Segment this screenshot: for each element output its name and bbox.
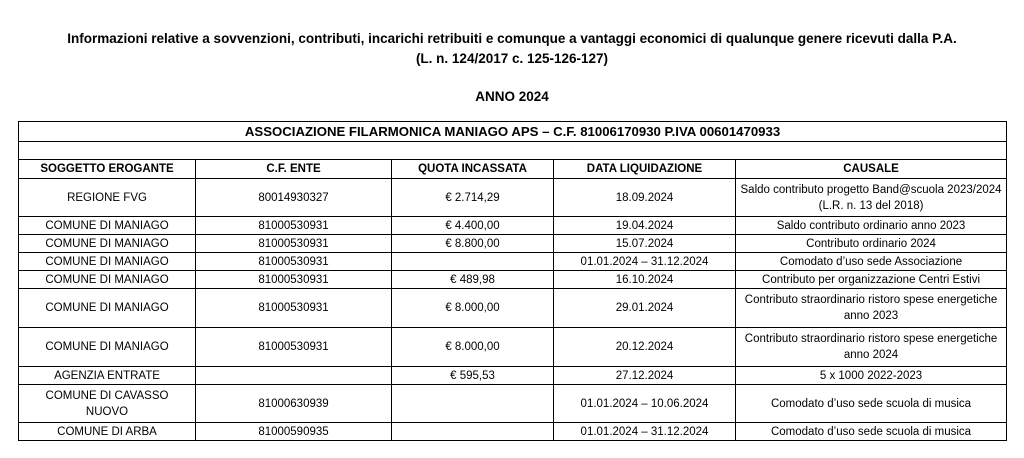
causale-cell: Comodato d’uso sede scuola di musica bbox=[736, 423, 1007, 441]
causale-cell: Contributo straordinario ristoro spese energetiche anno 2023 bbox=[736, 289, 1007, 328]
quota-value: € 8.800,00 bbox=[445, 237, 500, 250]
table-row bbox=[19, 179, 1007, 217]
soggetto-cell: COMUNE DI MANIAGO bbox=[19, 217, 196, 235]
quota-value: € 595,53 bbox=[450, 369, 495, 382]
column-header-quota: QUOTA INCASSATA bbox=[392, 160, 554, 179]
data-cell: 18.09.2024 bbox=[554, 179, 736, 217]
table-title-row bbox=[19, 122, 1007, 142]
soggetto-cell: COMUNE DI MANIAGO bbox=[19, 289, 196, 328]
quota-value: € 489,98 bbox=[450, 273, 495, 286]
cf-cell bbox=[196, 367, 392, 385]
soggetto-cell: COMUNE DI MANIAGO bbox=[19, 235, 196, 253]
data-cell: 20.12.2024 bbox=[554, 328, 736, 367]
table-row bbox=[19, 385, 1007, 423]
table-row bbox=[19, 367, 1007, 385]
causale-cell: Comodato d’uso sede scuola di musica bbox=[736, 385, 1007, 423]
year-heading: ANNO 2024 bbox=[475, 89, 549, 104]
data-cell: 01.01.2024 – 10.06.2024 bbox=[554, 385, 736, 423]
cf-cell: 81000530931 bbox=[196, 271, 392, 289]
cf-cell: 80014930327 bbox=[196, 179, 392, 217]
cf-cell: 81000530931 bbox=[196, 289, 392, 328]
table-row bbox=[19, 271, 1007, 289]
data-cell: 01.01.2024 – 31.12.2024 bbox=[554, 423, 736, 441]
data-cell: 29.01.2024 bbox=[554, 289, 736, 328]
table-row bbox=[19, 253, 1007, 271]
table-row bbox=[19, 217, 1007, 235]
soggetto-cell: COMUNE DI MANIAGO bbox=[19, 253, 196, 271]
quota-cell bbox=[392, 217, 554, 235]
table-row bbox=[19, 235, 1007, 253]
law-reference: (L. n. 124/2017 c. 125-126-127) bbox=[415, 51, 609, 66]
causale-cell: Contributo ordinario 2024 bbox=[736, 235, 1007, 253]
causale-cell: Contributo per organizzazione Centri Estivi bbox=[736, 271, 1007, 289]
cf-cell: 81000530931 bbox=[196, 217, 392, 235]
blank-row bbox=[19, 142, 1007, 160]
soggetto-cell: COMUNE DI MANIAGO bbox=[19, 271, 196, 289]
header-row bbox=[19, 160, 1007, 179]
quota-value: € 2.714,29 bbox=[445, 191, 500, 204]
quota-cell bbox=[392, 253, 554, 271]
quota-cell bbox=[392, 328, 554, 367]
soggetto-cell: AGENZIA ENTRATE bbox=[19, 367, 196, 385]
quota-cell bbox=[392, 367, 554, 385]
cf-cell: 81000630939 bbox=[196, 385, 392, 423]
quota-cell bbox=[392, 235, 554, 253]
quota-value: € 8.000,00 bbox=[445, 341, 500, 353]
soggetto-cell: COMUNE DI ARBA bbox=[19, 423, 196, 441]
quota-cell bbox=[392, 289, 554, 328]
quota-value: € 4.400,00 bbox=[445, 219, 500, 232]
quota-cell bbox=[392, 271, 554, 289]
column-header-causale: CAUSALE bbox=[736, 160, 1007, 179]
quota-cell bbox=[392, 423, 554, 441]
cf-cell: 81000590935 bbox=[196, 423, 392, 441]
cf-cell: 81000530931 bbox=[196, 235, 392, 253]
table-row bbox=[19, 289, 1007, 328]
data-cell: 15.07.2024 bbox=[554, 235, 736, 253]
column-header-cf: C.F. ENTE bbox=[196, 160, 392, 179]
contributions-table bbox=[18, 121, 1007, 441]
document-heading: Informazioni relative a sovvenzioni, contributi, incarichi retribuiti e comunque a vantaggi economici di qualunque genere ricevuti dalla P.A. bbox=[67, 31, 957, 46]
association-title: ASSOCIAZIONE FILARMONICA MANIAGO APS – C.F. 81006170930 P.IVA 00601470933 bbox=[19, 122, 1007, 142]
table-row bbox=[19, 328, 1007, 367]
causale-cell: Comodato d’uso sede Associazione bbox=[736, 253, 1007, 271]
quota-value: € 8.000,00 bbox=[445, 302, 500, 314]
quota-cell bbox=[392, 179, 554, 217]
data-cell: 01.01.2024 – 31.12.2024 bbox=[554, 253, 736, 271]
soggetto-cell: COMUNE DI MANIAGO bbox=[19, 328, 196, 367]
soggetto-cell: REGIONE FVG bbox=[19, 179, 196, 217]
cf-cell: 81000530931 bbox=[196, 253, 392, 271]
soggetto-cell: COMUNE DI CAVASSO NUOVO bbox=[19, 385, 196, 423]
blank-cell bbox=[19, 142, 1007, 160]
column-header-data: DATA LIQUIDAZIONE bbox=[554, 160, 736, 179]
quota-cell bbox=[392, 385, 554, 423]
column-header-soggetto: SOGGETTO EROGANTE bbox=[19, 160, 196, 179]
causale-cell: Saldo contributo progetto Band@scuola 2023/2024 (L.R. n. 13 del 2018) bbox=[736, 179, 1007, 217]
causale-cell: Saldo contributo ordinario anno 2023 bbox=[736, 217, 1007, 235]
data-cell: 27.12.2024 bbox=[554, 367, 736, 385]
causale-cell: Contributo straordinario ristoro spese energetiche anno 2024 bbox=[736, 328, 1007, 367]
data-cell: 16.10.2024 bbox=[554, 271, 736, 289]
data-cell: 19.04.2024 bbox=[554, 217, 736, 235]
causale-cell: 5 x 1000 2022-2023 bbox=[736, 367, 1007, 385]
table-row bbox=[19, 423, 1007, 441]
cf-cell: 81000530931 bbox=[196, 328, 392, 367]
